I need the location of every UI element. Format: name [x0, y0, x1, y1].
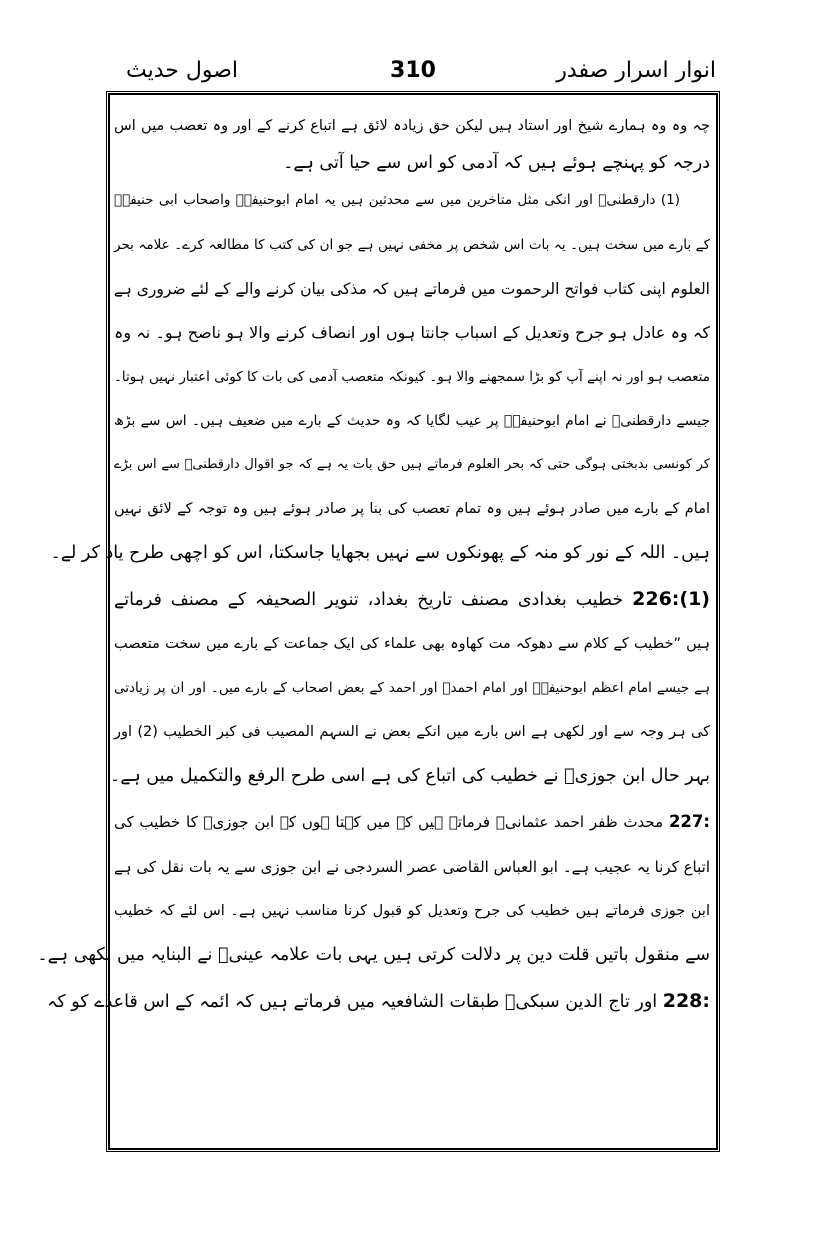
- text-line: ہیں۔ اللہ کے نور کو منہ کے پھونکوں سے نہیں بجھایا جاسکتا، اس کو اچھی طرح یاد کر لے۔: [50, 543, 710, 563]
- text-line: کی ہر وجہ سے اور لکھی ہے اس بارے میں انکے بعض نے السہم المصیب فی کبر الخطیب (2) اور: [114, 724, 710, 740]
- text-line: خطیب بغدادی مصنف تاریخ بغداد، تنویر الصحیفہ کے مصنف فرماتے: [114, 590, 624, 610]
- text-line: اتباع کرنا یہ عجیب ہے۔ ابو العباس القاضی عصر السردجی نے ابن جوزی سے یہ بات نقل کی ہے: [114, 858, 710, 876]
- text-line: کر کونسی بدبختی ہوگی حتی کہ بحر العلوم فرماتے ہیں حق بات یہ ہے کہ جو اقوال دارقطنیؒ سے اس بڑے: [114, 457, 710, 472]
- text-line: درجہ کو پہنچے ہوئے ہیں کہ آدمی کو اس سے حیا آتی ہے۔: [283, 153, 710, 173]
- text-line: ہیں ”خطیب کے کلام سے دھوکہ مت کھاوہ بھی علماء کی ایک جماعت کے بارے میں سخت متعصب: [114, 636, 710, 652]
- text-line: محدث ظفر احمد عثمانیؒ فرماتے ہیں کہ میں کہتا ہوں کہ ابن جوزیؒ کا خطیب کی: [114, 813, 664, 831]
- paragraph-number: 228:: [662, 990, 710, 1012]
- paragraph-number: 227:: [668, 812, 710, 831]
- text-line: ہے جیسے امام اعظم ابوحنیفہؒ اور امام احمدؒ اور احمد کے بعض اصحاب کے بارے میں۔ اور ان پر زیادتی: [114, 680, 710, 696]
- page-number: 310: [390, 58, 436, 83]
- paragraph-number: 226:(1): [632, 588, 710, 610]
- paragraph-228: [47, 979, 710, 1023]
- text-line: ابن جوزی فرماتے ہیں خطیب کی جرح وتعدیل کو قبول کرنا مناسب نہیں ہے۔ اس لئے کہ خطیب: [114, 903, 710, 919]
- text-line: جیسے دارقطنیؒ نے امام ابوحنیفہؒ پر عیب لگایا کہ وہ حدیث کے بارے میں ضعیف ہیں۔ اس سے بڑھ: [114, 413, 710, 429]
- text-line: (1) دارقطنیؒ اور انکی مثل متاخرین میں سے محدثین ہیں یہ امام ابوحنیفہؒ واصحاب ابی حنیفہؒ: [114, 192, 680, 208]
- page-header: [108, 50, 718, 92]
- text-line: سے منقول باتیں قلت دین پر دلالت کرتی ہیں یہی بات علامہ عینیؒ نے البنایہ میں لکھی ہے۔: [37, 945, 710, 965]
- book-title: انوار اسرار صفدر: [556, 58, 716, 83]
- text-line: امام کے بارے میں صادر ہوئے ہیں وہ تمام تعصب کی بنا پر صادر ہوئے ہیں وہ توجہ کے لائق نہیں: [114, 501, 710, 517]
- text-line: کے بارے میں سخت ہیں۔ یہ بات اس شخص پر مخفی نہیں ہے جو ان کی کتب کا مطالعہ کرے۔ علامہ بحر: [114, 237, 710, 253]
- text-line: متعصب ہو اور نہ اپنے آپ کو بڑا سمجھنے والا ہو۔ کیونکہ متعصب آدمی کی بات کا کوئی اعتبار نہیں ہوتا۔: [114, 369, 710, 385]
- text-line: کہ وہ عادل ہو جرح وتعدیل کے اسباب جانتا ہوں اور انصاف کرنے والا ہو ناصح ہو۔ نہ وہ: [114, 323, 710, 342]
- text-line: بہر حال ابن جوزیؒ نے خطیب کی اتباع کی ہے اسی طرح الرفع والتکمیل میں ہے۔: [109, 766, 710, 786]
- text-line: چہ وہ وہ ہمارے شیخ اور استاد ہیں لیکن حق زیادہ لائق ہے اتباع کرنے کے اور وہ تعصب میں اس: [114, 118, 710, 134]
- paragraph-227: [114, 800, 710, 844]
- text-line: العلوم اپنی کتاب فواتح الرحموت میں فرماتے ہیں کہ مذکی بیان کرنے والے کے لئے ضروری ہے: [113, 280, 710, 298]
- section-title: اصول حدیث: [126, 58, 239, 83]
- paragraph-226: [114, 577, 710, 621]
- text-line: اور تاج الدین سبکیؒ طبقات الشافعیہ میں فرماتے ہیں کہ ائمہ کے اس قاعدے کو کہ: [47, 992, 658, 1012]
- page-body: [37, 104, 710, 1140]
